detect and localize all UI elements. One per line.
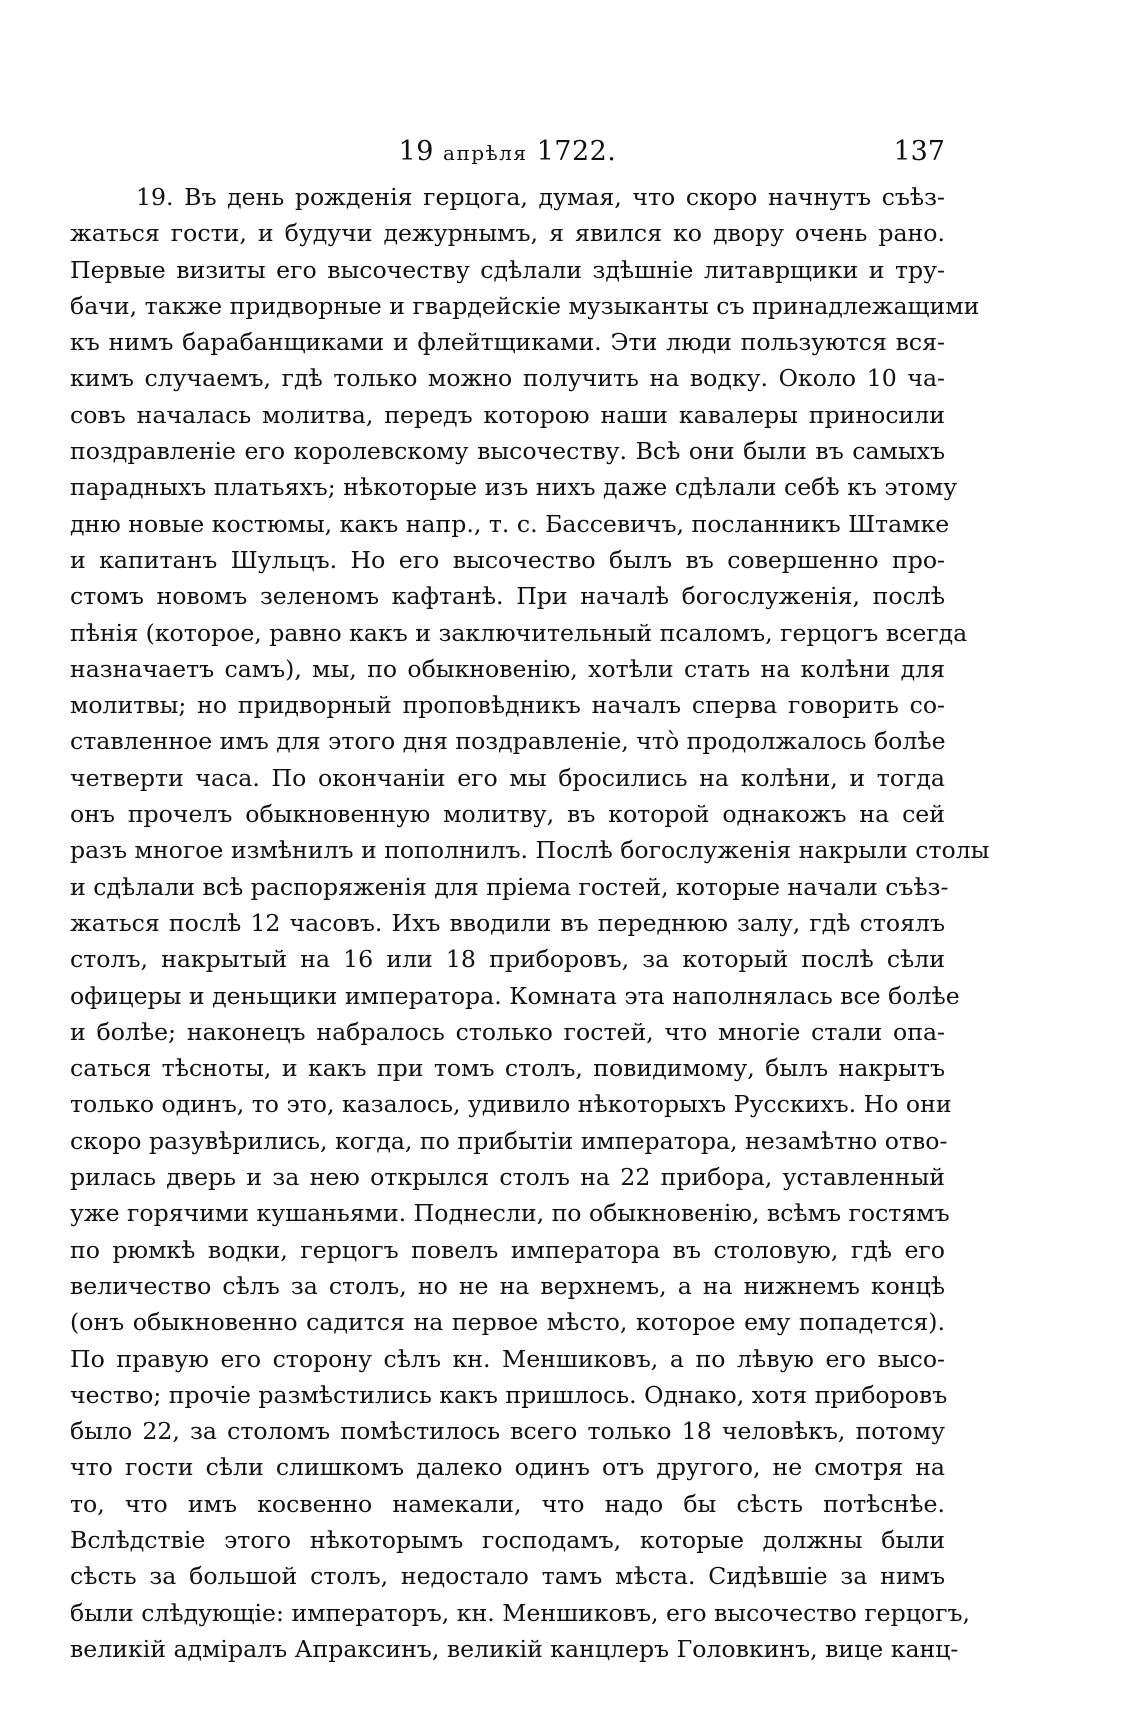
text-line: жаться гости, и будучи дежурнымъ, я явился ко двору очень рано. — [70, 219, 945, 248]
text-line: поздравленіе его королевскому высочеству. Всѣ они были въ самыхъ — [70, 437, 945, 466]
text-line: (онъ обыкновенно садится на первое мѣсто, которое ему попадется). — [70, 1308, 945, 1337]
text-line: пѣнія (которое, равно какъ и заключительный псаломъ, герцогъ всегда — [70, 618, 968, 647]
text-line: 19. Въ день рожденія герцога, думая, что скоро начнутъ съѣз- — [136, 183, 945, 211]
text-line: саться тѣсноты, и какъ при томъ столъ, повидимому, былъ накрытъ — [70, 1054, 945, 1083]
text-line: дню новые костюмы, какъ напр., т. с. Бассевичъ, посланникъ Штамке — [70, 509, 950, 538]
text-line: офицеры и деньщики императора. Комната эта наполнялась все болѣе — [70, 981, 960, 1010]
text-line: онъ прочелъ обыкновенную молитву, въ которой однакожъ на сей — [70, 800, 945, 829]
text-line: молитвы; но придворный проповѣдникъ началъ сперва говорить со- — [70, 691, 945, 720]
text-line: парадныхъ платьяхъ; нѣкоторые изъ нихъ даже сдѣлали себѣ къ этому — [70, 473, 958, 502]
text-line: ставленное имъ для этого дня поздравленіе, что̀ продолжалось болѣе — [70, 727, 946, 756]
text-line: Вслѣдствіе этого нѣкоторымъ господамъ, которые должны были — [70, 1525, 945, 1554]
text-line: было 22, за столомъ помѣстилось всего только 18 человѣкъ, потому — [70, 1417, 945, 1446]
text-line: къ нимъ барабанщиками и флейтщиками. Эти люди пользуются вся- — [70, 328, 945, 357]
text-line: стомъ новомъ зеленомъ кафтанѣ. При началѣ богослуженія, послѣ — [70, 582, 945, 611]
text-line: рилась дверь и за нею открылся столъ на 22 прибора, уставленный — [70, 1163, 945, 1192]
text-line: кимъ случаемъ, гдѣ только можно получить на водку. Около 10 ча- — [70, 364, 945, 393]
running-head — [70, 132, 945, 172]
text-line: По правую его сторону сѣлъ кн. Меншиковъ, а по лѣвую его высо- — [70, 1344, 945, 1373]
text-line: великій адміралъ Апраксинъ, великій канцлеръ Головкинъ, вице канц- — [70, 1634, 959, 1663]
head-month: апрѣля — [443, 141, 528, 165]
head-year: 1722. — [536, 136, 617, 167]
text-line: совъ началась молитва, передъ которою наши кавалеры приносили — [70, 400, 945, 429]
text-line: и сдѣлали всѣ распоряженія для пріема гостей, которые начали съѣз- — [70, 872, 949, 901]
text-line: Первые визиты его высочеству сдѣлали здѣшніе литаврщики и тру- — [70, 255, 945, 284]
text-line: и болѣе; наконецъ набралось столько гостей, что многіе стали опа- — [70, 1017, 945, 1046]
text-line: были слѣдующіе: императоръ, кн. Меншиковъ, его высочество герцогъ, — [70, 1598, 970, 1627]
text-line: уже горячими кушаньями. Поднесли, по обыкновенію, всѣмъ гостямъ — [70, 1199, 950, 1228]
text-line: сѣсть за большой столъ, недостало тамъ мѣста. Сидѣвшіе за нимъ — [70, 1562, 945, 1591]
text-line: разъ многое измѣнилъ и пополнилъ. Послѣ богослуженія накрыли столы — [70, 836, 990, 865]
text-line: четверти часа. По окончаніи его мы бросились на колѣни, и тогда — [70, 763, 945, 792]
text-line: бачи, также придворные и гвардейскіе музыканты съ принадлежащими — [70, 291, 980, 320]
text-line: то, что имъ косвенно намекали, что надо бы сѣсть потѣснѣе. — [70, 1489, 945, 1518]
text-line: столъ, накрытый на 16 или 18 приборовъ, за который послѣ сѣли — [70, 945, 945, 974]
text-line: по рюмкѣ водки, герцогъ повелъ императора въ столовую, гдѣ его — [70, 1235, 945, 1264]
text-line: величество сѣлъ за столъ, но не на верхнемъ, а на нижнемъ концѣ — [70, 1271, 945, 1300]
text-line: только одинъ, то это, казалось, удивило нѣкоторыхъ Русскихъ. Но они — [70, 1090, 952, 1119]
text-line: и капитанъ Шульцъ. Но его высочество былъ въ совершенно про- — [70, 545, 945, 574]
text-line: что гости сѣли слишкомъ далеко одинъ отъ другого, не смотря на — [70, 1453, 945, 1482]
page-number: 137 — [893, 136, 945, 167]
running-head-title — [70, 132, 945, 173]
text-line: жаться послѣ 12 часовъ. Ихъ вводили въ переднюю залу, гдѣ стоялъ — [70, 908, 945, 937]
text-line: чество; прочіе размѣстились какъ пришлось. Однако, хотя приборовъ — [70, 1380, 948, 1409]
head-day: 19 — [398, 136, 434, 167]
text-line: скоро разувѣрились, когда, по прибытіи императора, незамѣтно отво- — [70, 1126, 948, 1155]
body-text — [70, 179, 990, 1667]
text-line: назначаетъ самъ), мы, по обыкновенію, хотѣли стать на колѣни для — [70, 654, 945, 683]
